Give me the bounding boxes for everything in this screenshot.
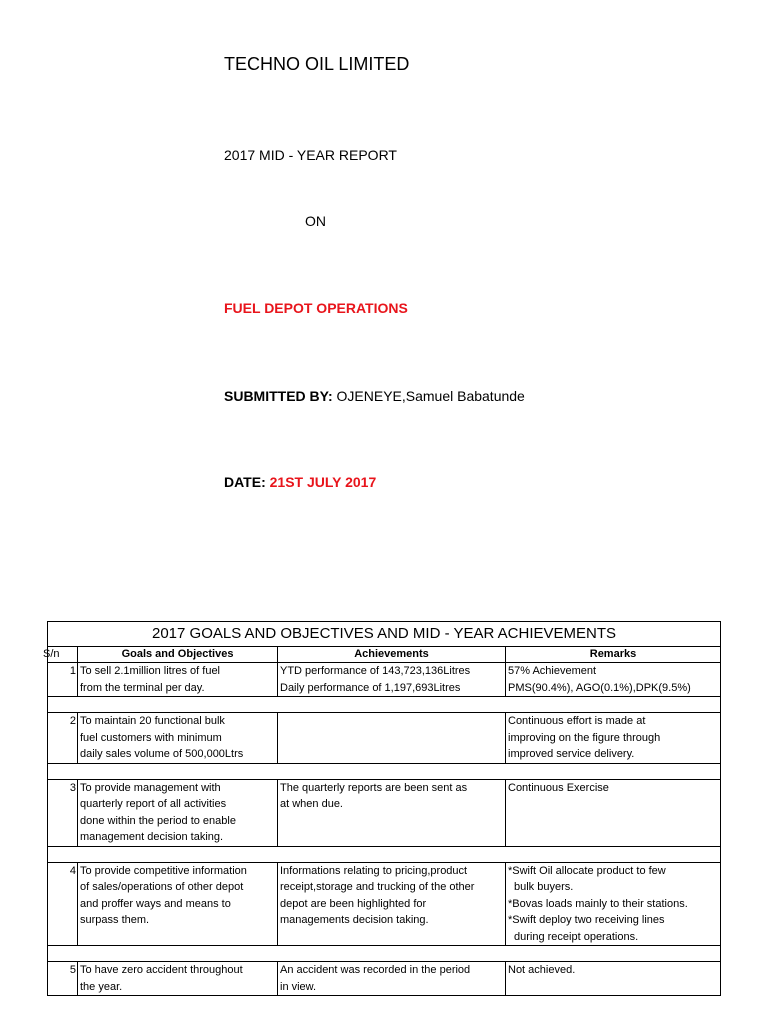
achievement-cell: [278, 779, 506, 846]
cell-line: To provide competitive information: [80, 864, 247, 877]
cell-line: managements decision taking.: [280, 914, 429, 926]
cell-line: of sales/operations of other depot: [80, 881, 244, 893]
cell-line: improved service delivery.: [508, 748, 635, 760]
cell-line: PMS(90.4%), AGO(0.1%),DPK(9.5%): [508, 681, 691, 694]
column-header-remarks: Remarks: [506, 647, 721, 663]
cell-line: management decision taking.: [80, 831, 224, 843]
goal-cell: [78, 779, 278, 846]
cell-line: improving on the figure through: [508, 731, 661, 744]
cell-line: the year.: [80, 980, 123, 993]
remarks-cell: [506, 713, 721, 764]
cell-line: *Bovas loads mainly to their stations.: [508, 897, 688, 910]
goals-table: [43, 621, 721, 996]
cell-line: fuel customers with minimum: [80, 731, 222, 744]
company-title: TECHNO OIL LIMITED: [224, 54, 410, 74]
remarks-cell: [506, 862, 721, 946]
achievement-cell: [278, 713, 506, 764]
cell-line: YTD performance of 143,723,136Litres: [280, 665, 471, 677]
cell-line: To maintain 20 functional bulk: [80, 715, 225, 727]
cell-line: done within the period to enable: [80, 814, 236, 827]
cell-line: Continuous effort is made at: [508, 715, 646, 727]
goal-cell: [78, 713, 278, 764]
sn-cell: 2: [48, 713, 78, 764]
cell-line: and proffer ways and means to: [80, 897, 231, 910]
cell-line: 57% Achievement: [508, 665, 597, 677]
cell-line: *Swift deploy two receiving lines: [508, 914, 665, 926]
cell-line: receipt,storage and trucking of the other: [280, 881, 475, 893]
achievement-cell: [278, 663, 506, 697]
spacer-cell: [48, 697, 721, 713]
table-row: [48, 779, 721, 846]
cell-line: To provide management with: [80, 781, 221, 794]
remarks-cell: [506, 962, 721, 996]
cell-line: from the terminal per day.: [80, 681, 205, 694]
report-title: 2017 MID - YEAR REPORT: [224, 147, 397, 163]
spacer-cell: [48, 763, 721, 779]
sn-cell: 1: [48, 663, 78, 697]
cell-line: Not achieved.: [508, 964, 576, 976]
sn-cell: 5: [48, 962, 78, 996]
remarks-cell: [506, 779, 721, 846]
column-header-achievements: Achievements: [278, 647, 506, 663]
spacer-cell: [48, 946, 721, 962]
date-label: DATE:: [224, 474, 266, 490]
cell-line: bulk buyers.: [514, 881, 574, 893]
cell-line: To sell 2.1million litres of fuel: [80, 665, 221, 677]
date-value: 21ST JULY 2017: [265, 474, 377, 490]
table-title: 2017 GOALS AND OBJECTIVES AND MID - YEAR ACHIEVEMENTS: [48, 622, 721, 647]
table-row: [48, 713, 721, 764]
goal-cell: [78, 862, 278, 946]
table-row: [48, 862, 721, 946]
submitted-by: [224, 388, 525, 404]
submitted-by-label: SUBMITTED BY:: [224, 388, 333, 404]
remarks-cell: [506, 663, 721, 697]
cell-line: during receipt operations.: [514, 930, 639, 943]
spacer-row: [48, 946, 721, 962]
table-row: [48, 663, 721, 697]
report-date: [224, 474, 376, 490]
spacer-row: [48, 763, 721, 779]
report-on-text: ON: [305, 213, 326, 229]
submitted-by-value: OJENEYE,Samuel Babatunde: [332, 388, 525, 404]
table-body: [48, 663, 721, 996]
spacer-cell: [48, 846, 721, 862]
sn-cell: 4: [48, 862, 78, 946]
cell-line: An accident was recorded in the period: [280, 964, 471, 976]
achievement-cell: [278, 962, 506, 996]
report-subject: FUEL DEPOT OPERATIONS: [224, 300, 408, 316]
table-row: [48, 962, 721, 996]
cell-line: depot are been highlighted for: [280, 897, 427, 910]
cell-line: in view.: [280, 980, 317, 993]
cell-line: Daily performance of 1,197,693Litres: [280, 681, 461, 694]
cell-line: To have zero accident throughout: [80, 964, 243, 976]
cell-line: Informations relating to pricing,product: [280, 864, 468, 877]
column-header-goals: Goals and Objectives: [78, 647, 278, 663]
cell-line: at when due.: [280, 798, 343, 810]
cell-line: *Swift Oil allocate product to few: [508, 864, 666, 877]
spacer-row: [48, 697, 721, 713]
cell-line: Continuous Exercise: [508, 781, 609, 794]
column-header-sn: S/n: [48, 647, 78, 663]
cell-line: quarterly report of all activities: [80, 798, 227, 810]
spacer-row: [48, 846, 721, 862]
achievement-cell: [278, 862, 506, 946]
goal-cell: [78, 962, 278, 996]
cell-line: daily sales volume of 500,000Ltrs: [80, 748, 244, 760]
sn-cell: 3: [48, 779, 78, 846]
goal-cell: [78, 663, 278, 697]
cell-line: The quarterly reports are been sent as: [280, 781, 468, 794]
cell-line: surpass them.: [80, 914, 150, 926]
